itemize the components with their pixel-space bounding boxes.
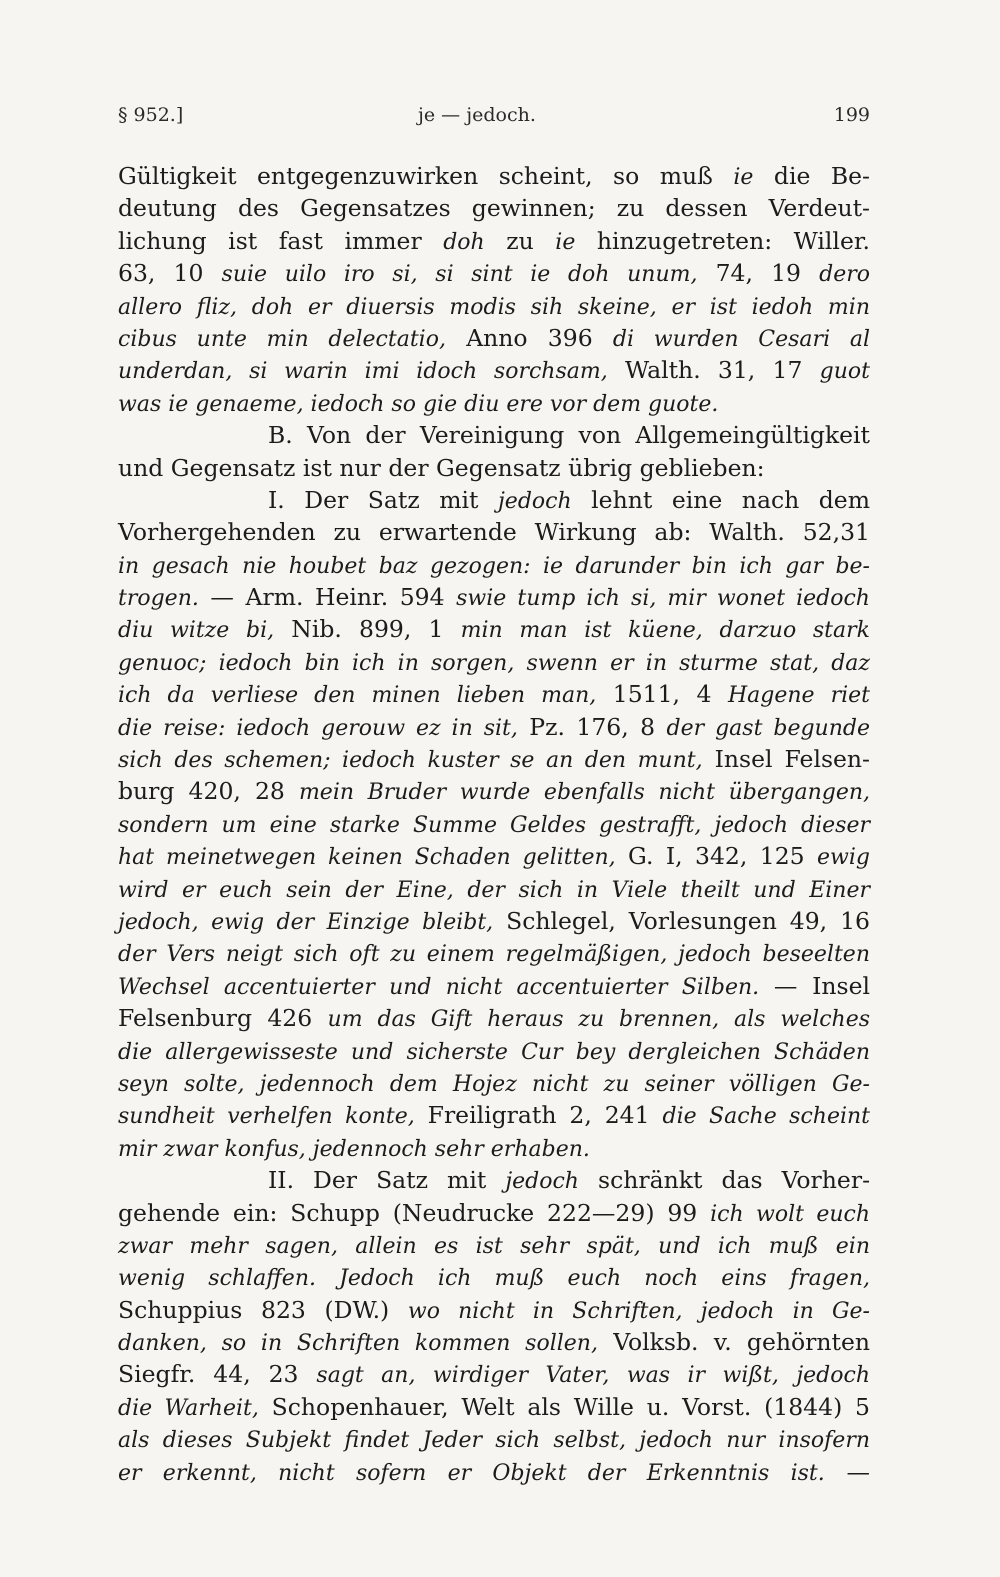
italic-quotation: um das Gift heraus zu brennen, als welches (327, 1007, 871, 1033)
text-line (118, 1197, 870, 1229)
italic-quotation: ich wolt euch (710, 1201, 870, 1227)
text-run: hinzugetreten: Willer. (575, 226, 870, 255)
text-line (118, 678, 870, 710)
italic-quotation: mein Bruder wurde ebenfalls nicht übergangen, (298, 780, 871, 806)
text-line (118, 775, 870, 807)
italic-quotation: die Warheit, (118, 1395, 259, 1421)
text-line (118, 322, 870, 354)
italic-quotation: swie tump ich si, mir wonet iedoch (456, 586, 870, 612)
text-line (118, 1099, 870, 1131)
italic-quotation: ie (555, 229, 576, 255)
text-run: lichung ist fast immer (118, 226, 444, 255)
text-run: die Be- (753, 162, 870, 190)
italic-quotation: jedoch, ewig der Einzige bleibt, (118, 909, 494, 935)
text-line (118, 1229, 870, 1261)
text-line (118, 1164, 870, 1196)
text-line (118, 452, 870, 484)
italic-quotation: min man ist küene, darzuo stark (460, 618, 870, 644)
text-line (118, 225, 870, 257)
italic-quotation: allero fliz, doh er diuersis modis sih skeine, er ist iedoh min (118, 294, 870, 320)
italic-quotation: suie uilo iro si, si sint ie doh unum, (221, 262, 698, 288)
italic-quotation: wenig schlaffen. Jedoch ich muß euch noch eins fragen, (118, 1266, 870, 1292)
body-text (118, 160, 870, 1488)
text-run: B. Von der Vereinigung von Allgemeingültigkeit (268, 421, 870, 450)
text-line (118, 905, 870, 937)
italic-quotation: in gesach nie houbet baz gezogen: ie darunder bin ich gar be- (118, 553, 870, 579)
italic-quotation: zwar mehr sagen, allein es ist sehr spät, und ich muß ein (118, 1233, 870, 1259)
text-line (118, 613, 870, 645)
text-run: Freiligrath 2, 241 (414, 1101, 663, 1130)
text-line (118, 1132, 870, 1164)
italic-quotation: jedoch (497, 488, 572, 514)
italic-quotation: als dieses Subjekt findet Jeder sich selbst, jedoch nur insofern (118, 1428, 870, 1454)
italic-quotation: ie (733, 165, 754, 190)
italic-quotation: der Vers neigt sich oft zu einem regelmäßigen, jedoch beseelten (118, 942, 870, 968)
text-run: Volksb. v. gehörnten (597, 1328, 871, 1357)
italic-quotation: diu witze bi, (118, 618, 275, 644)
text-line (118, 937, 870, 969)
text-line (118, 1326, 870, 1358)
text-run: Anno 396 (445, 323, 613, 352)
text-run: deutung des Gegensatzes gewinnen; zu dessen Verdeut- (118, 194, 870, 223)
italic-quotation: ich da verliese den minen lieben man, (118, 683, 597, 709)
text-line (118, 808, 870, 840)
italic-quotation: hat meinetwegen keinen Schaden gelitten, (118, 845, 616, 871)
italic-quotation: wo nicht in Schriften, jedoch in Ge- (407, 1298, 870, 1324)
text-run: Schlegel, Vorlesungen 49, 16 (493, 906, 870, 935)
text-line (118, 581, 870, 613)
text-run: Schuppius 823 (DW.) (118, 1295, 408, 1324)
text-run: 63, 10 (118, 259, 222, 288)
italic-quotation: die allergewisseste und sicherste Cur bey dergleichen Schäden (118, 1039, 870, 1065)
text-line (118, 646, 870, 678)
text-line (118, 419, 870, 451)
italic-quotation: der gast begunde (666, 715, 870, 741)
italic-quotation: wird er euch sein der Eine, der sich in Viele theilt und Einer (118, 877, 870, 903)
text-run: Gültigkeit entgegenzuwirken scheint, so muß (118, 162, 734, 190)
italic-quotation: dero (819, 262, 871, 288)
text-line (118, 549, 870, 581)
text-run: Insel Felsen- (702, 745, 870, 774)
italic-quotation: guot (819, 359, 871, 385)
text-line (118, 1358, 870, 1390)
text-line (118, 1035, 870, 1067)
text-line (118, 970, 870, 1002)
page-number: 199 (833, 104, 870, 126)
text-line (118, 1423, 870, 1455)
text-run: burg 420, 28 (118, 777, 299, 806)
italic-quotation: die reise: iedoch gerouw ez in sit, (118, 715, 518, 741)
text-line (118, 1294, 870, 1326)
text-run: 74, 19 (697, 259, 820, 288)
text-run: Felsenburg 426 (118, 1004, 328, 1033)
text-run: Schopenhauer, Welt als Wille u. Vorst. (1844) 5 (258, 1392, 870, 1421)
italic-quotation: seyn solte, jedennoch dem Hojez nicht zu seiner völligen Ge- (118, 1071, 870, 1097)
italic-quotation: underdan, si warin imi idoch sorchsam, (118, 359, 608, 385)
text-line (118, 387, 870, 419)
text-run: — Insel (759, 971, 870, 1000)
italic-quotation: jedoch (505, 1169, 579, 1195)
text-run: zu (484, 226, 556, 255)
text-run: lehnt eine nach dem (571, 485, 870, 514)
text-line (118, 1456, 870, 1488)
text-line (118, 840, 870, 872)
text-line (118, 257, 870, 289)
italic-quotation: Wechsel accentuierter und nicht accentuierter Silben. (118, 974, 760, 1000)
text-run: — (824, 1457, 870, 1486)
italic-quotation: danken, so in Schriften kommen sollen, (118, 1331, 598, 1357)
text-run: — Arm. Heinr. 594 (198, 583, 457, 612)
text-line (118, 711, 870, 743)
italic-quotation: Hagene riet (727, 683, 870, 709)
text-run: Siegfr. 44, 23 (118, 1360, 317, 1389)
italic-quotation: die Sache scheint (662, 1104, 871, 1130)
section-reference: § 952.] (118, 104, 184, 126)
text-line (118, 290, 870, 322)
italic-quotation: sich des schemen; iedoch kuster se an den munt, (118, 748, 703, 774)
text-line (118, 1067, 870, 1099)
text-line (118, 743, 870, 775)
italic-quotation: cibus unte min delectatio, (118, 326, 446, 352)
italic-quotation: sagt an, wirdiger Vater, was ir wißt, jedoch (316, 1363, 870, 1389)
italic-quotation: di wurden Cesari al (612, 326, 871, 352)
text-line (118, 484, 870, 516)
text-run: 1511, 4 (596, 680, 728, 709)
text-run: gehende ein: Schupp (Neudrucke 222—29) 99 (118, 1198, 711, 1227)
text-line (118, 873, 870, 905)
italic-quotation: er erkennt, nicht sofern er Objekt der Erkenntnis ist. (118, 1460, 825, 1486)
text-run: schränkt das Vorher- (578, 1166, 871, 1195)
text-run: und Gegensatz ist nur der Gegensatz übrig geblieben: (118, 453, 765, 482)
italic-quotation: sundheit verhelfen konte, (118, 1104, 415, 1130)
running-title: je — jedoch. (418, 104, 536, 126)
text-line (118, 1261, 870, 1293)
text-line (118, 1002, 870, 1034)
text-run: Pz. 176, 8 (517, 712, 667, 741)
running-header (118, 104, 870, 134)
text-line (118, 192, 870, 224)
text-line (118, 1391, 870, 1423)
text-run: G. I, 342, 125 (615, 842, 818, 871)
text-run: I. Der Satz mit (268, 485, 498, 514)
text-line (118, 160, 870, 192)
italic-quotation: ewig (817, 845, 871, 871)
text-line (118, 354, 870, 386)
text-run: Nib. 899, 1 (274, 615, 461, 644)
text-run: Walth. 31, 17 (607, 356, 820, 385)
italic-quotation: doh (443, 229, 485, 255)
text-run: Vorhergehenden zu erwartende Wirkung ab: Walth. 52,31 (118, 518, 870, 547)
text-run: II. Der Satz mit (268, 1166, 506, 1195)
italic-quotation: mir zwar konfus, jedennoch sehr erhaben. (118, 1136, 590, 1162)
italic-quotation: sondern um eine starke Summe Geldes gestrafft, jedoch dieser (118, 812, 870, 838)
italic-quotation: was ie genaeme, iedoch so gie diu ere vor dem guote. (118, 391, 719, 417)
italic-quotation: genuoc; iedoch bin ich in sorgen, swenn er in sturme stat, daz (118, 650, 870, 676)
italic-quotation: trogen. (118, 586, 199, 612)
text-line (118, 516, 870, 548)
